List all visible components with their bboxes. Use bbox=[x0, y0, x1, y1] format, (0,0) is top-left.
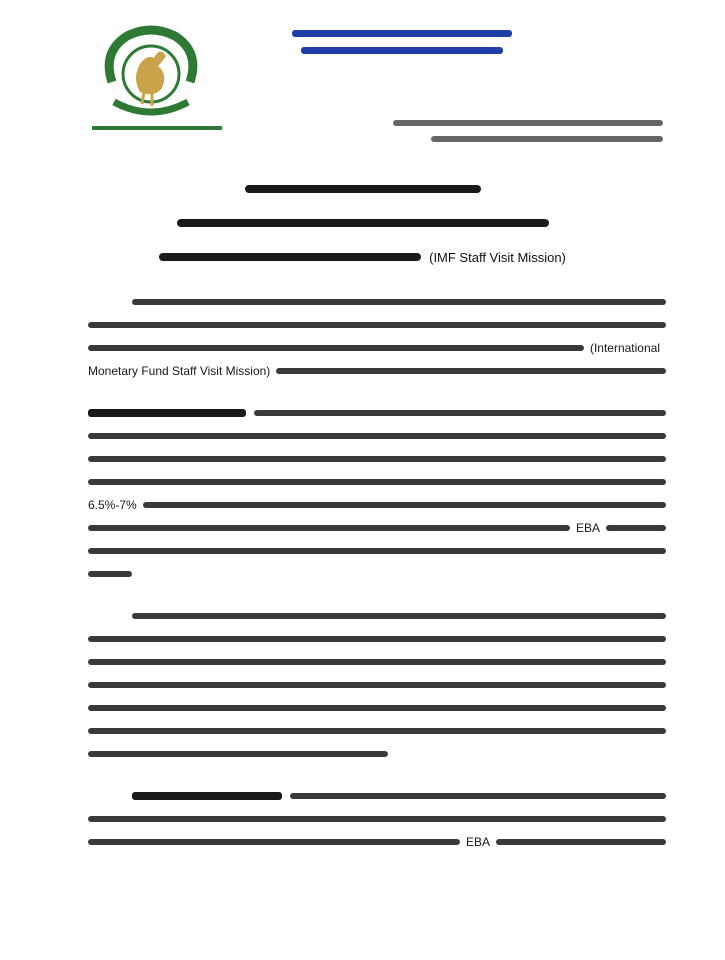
paragraph-1-mission-name: Monetary Fund Staff Visit Mission) bbox=[88, 364, 276, 378]
paragraph-3 bbox=[88, 604, 666, 765]
ministry-logo bbox=[92, 22, 210, 122]
growth-range: 6.5%-7% bbox=[88, 498, 143, 512]
paragraph-1 bbox=[88, 290, 666, 382]
date-block bbox=[393, 120, 663, 152]
paragraph-2-eba: EBA bbox=[570, 521, 606, 535]
document-body bbox=[88, 290, 666, 872]
rooster-emblem-icon bbox=[92, 22, 210, 122]
mission-name: (IMF Staff Visit Mission) bbox=[429, 249, 566, 265]
press-release-title bbox=[0, 176, 725, 278]
paragraph-2 bbox=[88, 401, 666, 585]
letterhead bbox=[0, 0, 725, 150]
ministry-name-line bbox=[92, 126, 222, 130]
paragraph-4 bbox=[88, 784, 666, 853]
kingdom-motto bbox=[292, 30, 512, 70]
paragraph-1-latin: (International bbox=[584, 341, 666, 355]
paragraph-4-eba: EBA bbox=[460, 835, 496, 849]
